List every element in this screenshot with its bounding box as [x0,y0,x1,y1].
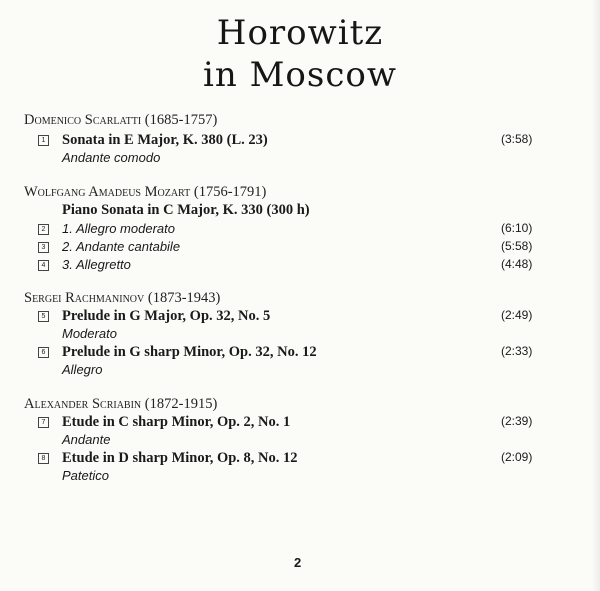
track-duration: (2:49) [501,308,533,322]
composer-name: Sergei Rachmaninov [24,290,145,306]
composer-heading [24,290,220,307]
composer-dates: (1685-1757) [144,112,218,128]
tempo-marking: Allegro [62,362,103,377]
composer-name: Alexander Scriabin [24,396,142,412]
work-title: Piano Sonata in C Major, K. 330 (300 h) [62,202,310,218]
track-number: 8 [38,453,49,464]
track-row [0,132,600,150]
composer-name: Domenico Scarlatti [24,112,142,128]
title-line-1: Horowitz [216,13,384,53]
tempo-row [0,468,600,486]
work-title: Prelude in G sharp Minor, Op. 32, No. 12 [62,344,317,360]
tempo-marking: Patetico [62,468,109,483]
work-title: Etude in D sharp Minor, Op. 8, No. 12 [62,450,298,466]
track-duration: (2:39) [501,414,533,428]
track-number: 6 [38,347,49,358]
composer-heading [24,396,217,413]
tempo-row [0,150,600,168]
movement-title: 3. Allegretto [62,257,131,272]
composer-dates: (1872-1915) [144,396,218,412]
title-line-2: in Moscow [203,55,397,95]
track-number: 5 [38,311,49,322]
page-number: 2 [294,555,302,570]
movement-title: 1. Allegro moderato [62,221,175,236]
page-edge-shadow [592,0,600,591]
track-number: 1 [38,135,49,146]
track-row [0,450,600,468]
tempo-marking: Andante [62,432,111,447]
composer-dates: (1873-1943) [147,290,221,306]
tempo-row [0,326,600,344]
track-row [0,239,600,257]
composer-name: Wolfgang Amadeus Mozart [24,184,191,200]
composer-heading [24,112,217,129]
work-title: Prelude in G Major, Op. 32, No. 5 [62,308,271,324]
track-number: 3 [38,242,49,253]
track-duration: (2:33) [501,344,533,358]
tempo-row [0,432,600,450]
track-row [0,308,600,326]
track-number: 4 [38,260,49,271]
work-title: Etude in C sharp Minor, Op. 2, No. 1 [62,414,291,430]
track-duration: (4:48) [501,257,533,271]
track-row [0,414,600,432]
movement-title: 2. Andante cantabile [62,239,181,254]
track-duration: (2:09) [501,450,533,464]
tempo-row [0,362,600,380]
track-row [0,221,600,239]
composer-heading [24,184,266,201]
track-number: 7 [38,417,49,428]
track-duration: (3:58) [501,132,533,146]
track-duration: (6:10) [501,221,533,235]
track-duration: (5:58) [501,239,533,253]
composer-dates: (1756-1791) [193,184,267,200]
track-row [0,344,600,362]
tempo-marking: Moderato [62,326,117,341]
tempo-marking: Andante comodo [62,150,161,165]
track-number: 2 [38,224,49,235]
track-row [0,257,600,275]
work-title: Sonata in E Major, K. 380 (L. 23) [62,132,268,148]
